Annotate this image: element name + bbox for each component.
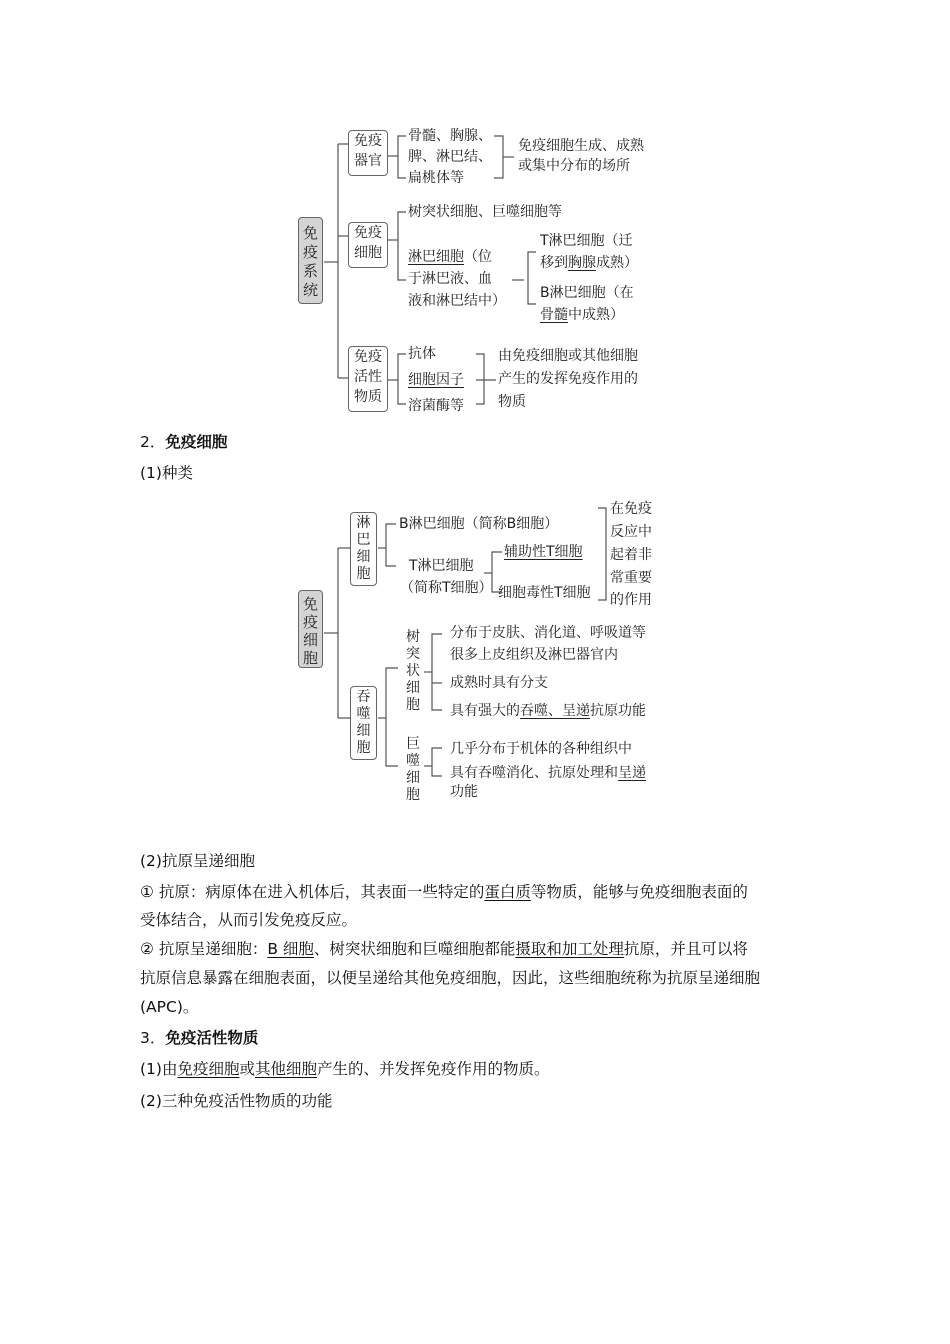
t-cell-item-2: （简称T细胞） [400, 580, 493, 596]
section-2-title: 免疫细胞 [165, 433, 228, 451]
immune-cells-underlined: 免疫细胞 [177, 1060, 240, 1078]
dendritic-desc-1: 分布于皮肤、消化道、呼吸道等 [450, 625, 646, 641]
phagocyte-box [350, 686, 377, 760]
lymph-note-5: 的作用 [610, 592, 652, 608]
b-cell-line-1: B淋巴细胞（在 [540, 285, 634, 301]
organ-desc-line-1: 免疫细胞生成、成熟 [518, 138, 644, 154]
bone-marrow-underlined: 骨髓 [540, 307, 568, 323]
antigen-paragraph-line-1 [140, 882, 748, 902]
def-mid: 或 [239, 1060, 255, 1078]
active-desc-line-2: 产生的发挥免疫作用的 [498, 371, 638, 387]
antigen-paragraph-line-2: 受体结合，从而引发免疫反应。 [140, 911, 358, 929]
dendritic-desc-4-post: 抗原功能 [590, 703, 646, 719]
thymus-underlined: 胸腺 [568, 255, 596, 271]
lymphocyte-post: （位 [464, 249, 492, 265]
t-cell-line-1: T淋巴细胞（迁 [540, 233, 633, 249]
dendritic-cell-label: 树突状细胞 [406, 629, 420, 713]
section-2-sub-1: (1)种类 [140, 464, 193, 482]
lymphocyte-underlined: 淋巴细胞 [408, 249, 464, 265]
macrophage-desc-2-pre: 具有吞噬消化、抗原处理和 [450, 765, 618, 781]
antigen-p-post: 等物质，能够与免疫细胞表面的 [530, 883, 748, 901]
apc-paragraph-line-2: 抗原信息暴露在细胞表面，以便呈递给其他免疫细胞，因此，这些细胞统称为抗原呈递细胞 [140, 969, 761, 987]
section-2-number: 2． [140, 433, 166, 451]
section-3-number: 3． [140, 1029, 166, 1047]
immune-cells-label-2: 细胞 [354, 245, 382, 261]
lymphocyte-box-label: 淋巴细胞 [356, 515, 371, 582]
dendritic-desc-3: 成熟时具有分支 [450, 675, 548, 691]
active-substance-definition [140, 1059, 550, 1079]
immune-organs-label-2: 器官 [354, 153, 382, 169]
protein-underlined: 蛋白质 [484, 883, 531, 901]
organ-items-line-3: 扁桃体等 [408, 170, 464, 186]
t-cell-item-1: T淋巴细胞 [409, 558, 474, 574]
immune-cells-root-box [298, 590, 323, 668]
macrophage-label: 巨噬细胞 [406, 736, 420, 803]
three-substances-heading: (2)三种免疫活性物质的功能 [140, 1092, 333, 1110]
dendritic-desc-4 [450, 702, 646, 720]
section-3-title: 免疫活性物质 [165, 1029, 259, 1047]
antibody-item: 抗体 [408, 346, 436, 362]
active-label-3: 物质 [354, 389, 382, 405]
lymph-note-2: 反应中 [610, 524, 652, 540]
phagocytose-present-underlined: 吞噬、呈递 [520, 703, 590, 719]
other-cells-underlined: 其他细胞 [255, 1060, 318, 1078]
section-3-heading [140, 1028, 258, 1048]
lymphocyte-line-3: 液和淋巴结中） [408, 293, 506, 309]
active-label-1: 免疫 [354, 349, 382, 365]
antigen-p-pre: ① 抗原：病原体在进入机体后，其表面一些特定的 [140, 883, 485, 901]
helper-t-underlined: 辅助性T细胞 [504, 544, 583, 560]
t-cell-pre: 移到 [540, 255, 568, 271]
apc-subheading: (2)抗原呈递细胞 [140, 852, 255, 870]
active-desc-line-1: 由免疫细胞或其他细胞 [498, 348, 638, 364]
uptake-processing-underlined: 摄取和加工处理 [515, 940, 624, 958]
dendritic-desc-4-pre: 具有强大的 [450, 703, 520, 719]
t-cell-post: 成熟） [596, 255, 638, 271]
apc-p-post: 抗原，并且可以将 [623, 940, 748, 958]
lymphocyte-line-2: 于淋巴液、血 [408, 271, 492, 287]
lymph-note-1: 在免疫 [610, 501, 652, 517]
dendritic-macrophage-item: 树突状细胞、巨噬细胞等 [408, 204, 562, 220]
immune-cells-root-label: 免疫细胞 [303, 595, 319, 667]
macrophage-desc-2 [450, 764, 646, 782]
organ-items-line-1: 骨髓、胸腺、 [408, 128, 492, 144]
b-cell-post: 中成熟） [568, 307, 624, 323]
apc-paragraph-line-1 [140, 939, 748, 959]
cytokine-underlined: 细胞因子 [408, 372, 464, 388]
present-underlined: 呈递 [618, 765, 646, 781]
cytotoxic-t-cell: 细胞毒性T细胞 [498, 585, 591, 601]
active-label-2: 活性 [354, 369, 382, 385]
lymph-note-3: 起着非 [610, 547, 652, 563]
active-desc-line-3: 物质 [498, 394, 526, 410]
lysozyme-item: 溶菌酶等 [408, 398, 464, 414]
b-cell-item: B淋巴细胞（简称B细胞） [399, 516, 559, 532]
organ-desc-line-2: 或集中分布的场所 [518, 158, 630, 174]
organ-items-line-2: 脾、淋巴结、 [408, 149, 492, 165]
macrophage-desc-1: 几乎分布于机体的各种组织中 [450, 741, 632, 757]
apc-p-pre: ② 抗原呈递细胞： [140, 940, 268, 958]
immune-organs-label-1: 免疫 [354, 133, 382, 149]
lymph-note-4: 常重要 [610, 570, 652, 586]
apc-paragraph-line-3: (APC)。 [140, 998, 199, 1016]
b-cell-underlined: B 细胞 [267, 940, 314, 958]
def-post: 产生的、并发挥免疫作用的物质。 [317, 1060, 550, 1078]
immune-cells-label-1: 免疫 [354, 225, 382, 241]
phagocyte-box-label: 吞噬细胞 [356, 689, 371, 756]
lymphocyte-box [350, 512, 377, 586]
immune-system-root-label: 免疫系统 [303, 224, 319, 299]
def-pre: (1)由 [140, 1060, 178, 1078]
macrophage-desc-3: 功能 [450, 784, 478, 800]
dendritic-desc-2: 很多上皮组织及淋巴器官内 [450, 647, 618, 663]
apc-p-mid: 、树突状细胞和巨噬细胞都能 [313, 940, 516, 958]
helper-t-cell [504, 543, 583, 561]
